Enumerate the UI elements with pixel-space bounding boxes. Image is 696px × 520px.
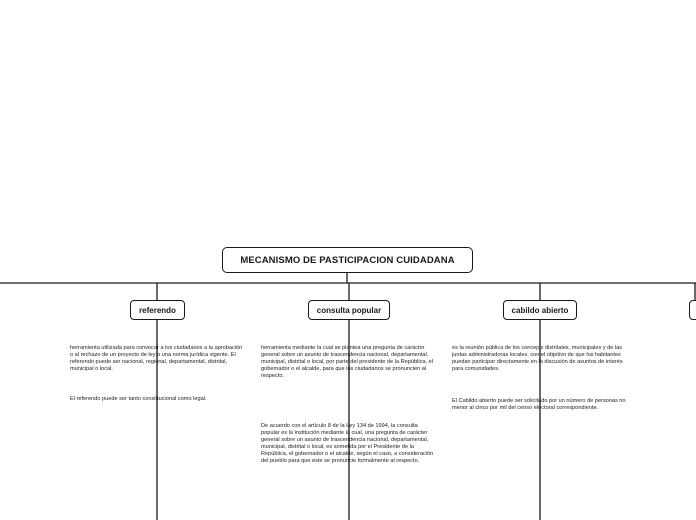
central-topic-node[interactable]: MECANISMO DE PASTICIPACION CUIDADANA [222, 247, 473, 273]
note-cabildo-abierto-definition: es la reunión pública de los concejos distritales, municipales y de las juntas administradoras locales, con el objetivo de que los habitantes puedan participar directamente en la discusión de asuntos de interés para comunidades. [452, 345, 623, 372]
note-referendo-detail: El referendo puede ser tanto constitucional como legal. [70, 396, 207, 402]
branch-referendo[interactable]: referendo [130, 300, 185, 320]
branch-consulta-popular[interactable]: consulta popular [308, 300, 390, 320]
branch-node-clipped[interactable] [689, 300, 696, 320]
note-consulta-popular-detail: De acuerdo con el artículo 8 de la Ley 134 de 1994, la consulta popular es la institución mediante la cual, una pregunta de carácter general sobre un asunto de trascendencia nacional, departamental, municipal, distrital o local, es sometida por el Presidente de la República, el gobernador o el alcalde, según el caso, a consideración del pueblo para que éste se pronuncie formalmente al respecto. [261, 423, 434, 464]
note-consulta-popular-definition: herramienta mediante la cual se plantea una pregunta de carácter general sobre un asunto de trascendencia nacional, departamental, municipal, distrital o local, por parte del presidente de la República, el gobernador o el alcalde, para que los ciudadanos se pronuncien al respecto. [261, 345, 433, 379]
branch-cabildo-abierto[interactable]: cabildo abierto [503, 300, 577, 320]
note-cabildo-abierto-detail: El Cabildo abierto puede ser solicitado por un número de personas no menor al cinco por mil del censo electoral correspondiente. [452, 398, 626, 411]
note-referendo-definition: herramienta utilizada para convocar a los ciudadanos a la aprobación o al rechazo de un proyecto de ley o una norma jurídica vigente. El referendo puede ser nacional, regional, departamental, distrital, municipal o local. [70, 345, 243, 372]
